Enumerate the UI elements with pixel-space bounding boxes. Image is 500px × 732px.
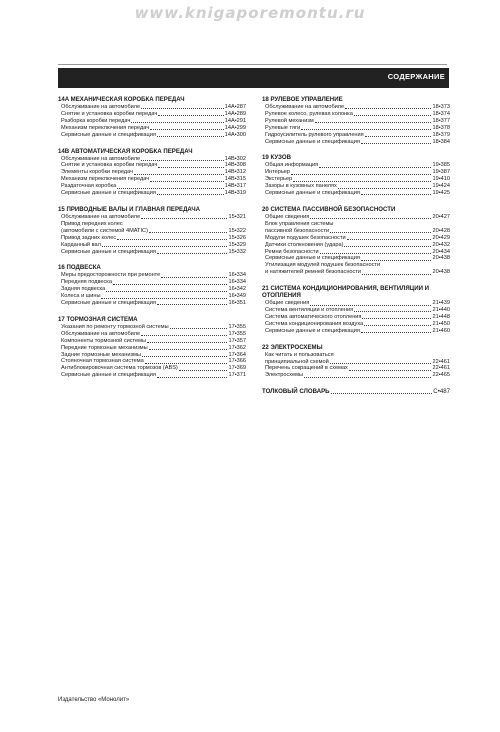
entry-text: Передние тормозные механизмы [61, 344, 148, 351]
page-number: 15•329 [228, 241, 246, 248]
toc-entry [262, 169, 450, 176]
toc-entry [58, 125, 246, 132]
entry-text: Электросхемы [265, 372, 304, 379]
entry-text: Разборка коробки передач [61, 117, 131, 124]
page-number: 22•461 [432, 365, 450, 372]
entry-text: Сервисные данные и спецификация [265, 138, 360, 145]
dot-leader [150, 181, 224, 182]
dot-leader [170, 328, 228, 329]
entry-text: Антиблокировочная система тормозов (ABS) [61, 365, 178, 372]
toc-entry [262, 162, 450, 169]
toc-entry [58, 286, 246, 293]
toc-entry [58, 176, 246, 183]
entry-text: Блок управления системы [265, 220, 334, 227]
page-number: 16•349 [228, 293, 246, 300]
toc-entry [58, 372, 246, 379]
section-title: 17 ТОРМОЗНАЯ СИСТЕМА [58, 315, 138, 323]
toc-entry [58, 365, 246, 372]
dot-leader [347, 239, 432, 240]
entry-text: Карданный вал [61, 241, 101, 248]
toc-entry [58, 345, 246, 352]
page-number: 14B•317 [224, 183, 246, 190]
section-title: 19 КУЗОВ [262, 154, 292, 162]
entry-text: (автомобили с системой 4MATIC) [61, 227, 148, 234]
dot-leader [157, 194, 224, 195]
toc-entry [58, 183, 246, 190]
dot-leader [117, 188, 224, 189]
dot-leader [301, 129, 431, 130]
entry-text: Сервисные данные и спецификация [265, 190, 360, 197]
toc-entry [58, 228, 246, 235]
dot-leader [106, 291, 227, 292]
entry-text: Система кондиционирования воздуха [265, 320, 364, 327]
dot-leader [338, 188, 432, 189]
toc-entry [58, 249, 246, 256]
page-number: 16•334 [228, 279, 246, 286]
dot-leader [291, 174, 432, 175]
toc-entry [58, 358, 246, 365]
publisher-footer: Издательство «Монолит» [58, 697, 130, 703]
page-number: 17•364 [228, 351, 246, 358]
dot-leader [362, 274, 431, 275]
entry-text: Снятие и установка коробки передач [61, 162, 158, 169]
dot-leader [319, 167, 431, 168]
dot-leader [354, 311, 431, 312]
toc-entry [58, 214, 246, 221]
dot-leader [157, 136, 224, 137]
page-number: 18•374 [432, 110, 450, 117]
page-number: C•487 [433, 388, 450, 396]
entry-text: Механизм переключения передач [61, 176, 150, 183]
toc-entry [262, 221, 450, 228]
entry-text: Передняя подвеска [61, 279, 112, 286]
entry-text: Сервисные данные и спецификация [61, 372, 156, 379]
toc-entry [58, 162, 246, 169]
entry-text: Привод задних колес [61, 234, 117, 241]
page-number: 16•342 [228, 286, 246, 293]
page-number: 17•357 [228, 337, 246, 344]
page-number: 18•377 [432, 117, 450, 124]
section-title [262, 388, 450, 395]
page-number: 22•465 [432, 372, 450, 379]
toc-entry [58, 300, 246, 307]
entry-text: Сервисные данные и спецификация [265, 255, 360, 262]
entry-text: Задние тормозные механизмы [61, 351, 141, 358]
page-number: 14A•300 [224, 131, 246, 138]
toc-entry [262, 190, 450, 197]
page-number: 15•321 [228, 213, 246, 220]
contents-header-bar [58, 68, 449, 88]
page-number: 20•429 [432, 234, 450, 241]
entry-text: Задняя подвеска [61, 286, 106, 293]
page-number: 14A•291 [224, 117, 246, 124]
entry-text: Интерьер [265, 169, 290, 176]
entry-text: Сервисные данные и спецификация [61, 131, 156, 138]
page-number: 18•378 [432, 124, 450, 131]
dot-leader [102, 246, 228, 247]
toc-entry [58, 324, 246, 331]
toc-entry [262, 125, 450, 132]
toc-section [262, 285, 450, 335]
entry-text: Раздаточная коробка [61, 183, 117, 190]
toc-entry [262, 300, 450, 307]
dot-leader [362, 318, 431, 319]
entry-text: Компоненты тормозной системы [61, 337, 147, 344]
page-number: 21•439 [432, 300, 450, 307]
dot-leader [150, 129, 224, 130]
page-number: 16•334 [228, 272, 246, 279]
page-number: 15•326 [228, 234, 246, 241]
entry-text: Колеса и шины [61, 293, 101, 300]
toc-section [58, 264, 246, 307]
dot-leader [310, 305, 431, 306]
toc-entry [262, 372, 450, 379]
page-number: 19•387 [432, 169, 450, 176]
entry-text: Элементы коробки передач [61, 169, 133, 176]
dot-leader [142, 356, 228, 357]
dot-leader [141, 108, 224, 109]
entry-text: Обслуживание на автомобиле [61, 330, 141, 337]
dot-leader [141, 335, 227, 336]
toc-entry [262, 104, 450, 111]
page-number: 18•379 [432, 131, 450, 138]
page-number: 17•371 [228, 372, 246, 379]
toc-entry [262, 269, 450, 276]
dot-leader [361, 260, 432, 261]
page-number: 20•438 [432, 255, 450, 262]
dot-leader [365, 136, 432, 137]
page-number: 14B•302 [224, 155, 246, 162]
toc-entry [262, 249, 450, 256]
entry-text: Общие сведения [265, 213, 310, 220]
dot-leader [310, 218, 431, 219]
page-number: 19•385 [432, 162, 450, 169]
page-number: 14A•289 [224, 110, 246, 117]
dot-leader [345, 108, 431, 109]
dot-leader [331, 393, 433, 394]
toc-entry [262, 139, 450, 146]
entry-text: Утилизация модулей подушек безопасности [265, 262, 381, 269]
toc-entry [262, 176, 450, 183]
page-number: 15•322 [228, 227, 246, 234]
page-number: 20•428 [432, 227, 450, 234]
toc-entry [262, 321, 450, 328]
dot-leader [349, 370, 432, 371]
page-number: 19•425 [432, 190, 450, 197]
page-number: 21•440 [432, 307, 450, 314]
toc-entry [262, 235, 450, 242]
watermark-text: www.knigaporemontu.ru [134, 4, 366, 22]
page-number: 17•355 [228, 323, 246, 330]
dot-leader [354, 115, 432, 116]
dot-leader [101, 298, 227, 299]
entry-text: Сервисные данные и спецификация [61, 248, 156, 255]
toc-entry [262, 214, 450, 221]
entry-text: Меры предосторожности при ремонте [61, 272, 161, 279]
dot-leader [149, 232, 228, 233]
page-number: 22•461 [432, 358, 450, 365]
page-number: 14A•299 [224, 124, 246, 131]
entry-text: Датчики столкновения (удара) [265, 241, 344, 248]
entry-text: принципиальной схемой [265, 358, 329, 365]
toc-entry [262, 352, 450, 359]
toc-entry [262, 365, 450, 372]
toc-entry [262, 228, 450, 235]
entry-text: Снятие и установка коробки передач [61, 110, 158, 117]
dot-leader [161, 277, 227, 278]
section-title-text: ТОЛКОВЫЙ СЛОВАРЬ [262, 388, 330, 396]
dot-leader [344, 246, 431, 247]
entry-text: Сервисные данные и спецификация [61, 300, 156, 307]
right-column [262, 96, 450, 404]
dot-leader [113, 284, 228, 285]
dot-leader [134, 174, 224, 175]
dot-leader [304, 377, 431, 378]
toc-section [262, 344, 450, 380]
entry-text: Обслуживание на автомобиле [61, 213, 141, 220]
dot-leader [157, 253, 228, 254]
entry-text: Стояночная тормозная система [61, 358, 144, 365]
entry-text: Система вентиляции и отопления [265, 307, 354, 314]
toc-entry [58, 279, 246, 286]
page-number: 19•424 [432, 183, 450, 190]
toc-section [58, 206, 246, 255]
entry-text: Модули подушек безопасности [265, 234, 346, 241]
toc-section [262, 388, 450, 395]
page-number: 18•373 [432, 104, 450, 110]
toc-entry [58, 104, 246, 111]
toc-entry [262, 242, 450, 249]
toc-entry [58, 221, 246, 228]
page-number: 14B•315 [224, 176, 246, 183]
section-title: 22 ЭЛЕКТРОСХЕМЫ [262, 343, 323, 351]
dot-leader [131, 122, 223, 123]
toc-entry [58, 190, 246, 197]
toc-entry [58, 169, 246, 176]
page-number: 20•427 [432, 213, 450, 220]
toc-entry [58, 293, 246, 300]
toc-section [262, 206, 450, 276]
page-number: 17•355 [228, 330, 246, 337]
dot-leader [315, 122, 432, 123]
page-number: 17•366 [228, 358, 246, 365]
toc-entry [262, 132, 450, 139]
entry-text: Обслуживание на автомобиле [265, 104, 345, 110]
entry-text: Обслуживание на автомобиле [61, 155, 141, 162]
dot-leader [117, 239, 227, 240]
toc-entry [58, 338, 246, 345]
toc-entry [262, 183, 450, 190]
left-column [58, 96, 246, 388]
page-number: 18•384 [432, 138, 450, 145]
page-number: 17•362 [228, 344, 246, 351]
dot-leader [158, 167, 223, 168]
page-number: 14B•308 [224, 162, 246, 169]
page-number: 19•410 [432, 176, 450, 183]
toc-entry [262, 314, 450, 321]
entry-text: Ремни безопасности [265, 248, 319, 255]
entry-text: Перечень сокращений в схемах [265, 365, 348, 372]
page-number: 21•450 [432, 320, 450, 327]
toc-section [58, 316, 246, 379]
toc-entry [262, 111, 450, 118]
entry-text: Система автоматического отопления [265, 313, 362, 320]
entry-text: Гидроусилитель рулевого управления [265, 131, 364, 138]
dot-leader [179, 370, 228, 371]
entry-text: Рулевое колесо, рулевая колонка [265, 110, 353, 117]
dot-leader [157, 304, 228, 305]
entry-text: Сервисные данные и спецификация [61, 190, 156, 197]
toc-entry [262, 118, 450, 125]
entry-text: Указания по ремонту тормозной системы [61, 323, 169, 330]
section-title: 16 ПОДВЕСКА [58, 264, 101, 272]
section-title: 21 СИСТЕМА КОНДИЦИОНИРОВАНИЯ, ВЕНТИЛЯЦИИ И ОТОПЛЕНИЯ [262, 285, 430, 300]
section-title: 14B АВТОМАТИЧЕСКАЯ КОРОБКА ПЕРЕДАЧ [58, 147, 193, 155]
toc-entry [58, 156, 246, 163]
page-number: 17•369 [228, 365, 246, 372]
dot-leader [361, 143, 432, 144]
dot-leader [149, 349, 228, 350]
entry-text: и натяжителей ремней безопасности [265, 269, 361, 276]
page-number: 21•460 [432, 327, 450, 334]
page-number: 21•448 [432, 313, 450, 320]
toc-entry [58, 132, 246, 139]
page-number: 20•438 [432, 269, 450, 276]
dot-leader [320, 253, 432, 254]
toc-section [58, 96, 246, 139]
section-title: 20 СИСТЕМА ПАССИВНОЙ БЕЗОПАСНОСТИ [262, 205, 396, 213]
top-rule [58, 64, 447, 65]
entry-text: Сервисные данные и спецификация [265, 327, 360, 334]
page-number: 15•332 [228, 248, 246, 255]
dot-leader [364, 325, 431, 326]
entry-text: Экстерьер [265, 176, 293, 183]
section-title: 18 РУЛЕВОЕ УПРАВЛЕНИЕ [262, 96, 343, 103]
toc-entry [262, 328, 450, 335]
contents-title: СОДЕРЖАНИЕ [387, 72, 445, 81]
toc-entry [58, 272, 246, 279]
dot-leader [158, 115, 223, 116]
entry-text: Привод передних колес [61, 220, 123, 227]
dot-leader [141, 160, 224, 161]
page-number: 14A•287 [224, 104, 246, 110]
toc-entry [58, 111, 246, 118]
entry-text: Рулевой механизм [265, 117, 314, 124]
toc-entry [58, 352, 246, 359]
dot-leader [293, 181, 431, 182]
toc-entry [58, 235, 246, 242]
toc-section [58, 148, 246, 197]
toc-entry [262, 307, 450, 314]
dot-leader [147, 342, 227, 343]
entry-text: Рулевые тяги [265, 124, 301, 131]
page-number: 20•432 [432, 241, 450, 248]
entry-text: Обслуживание на автомобиле [61, 104, 141, 110]
section-title: 14A МЕХАНИЧЕСКАЯ КОРОБКА ПЕРЕДАЧ [58, 96, 185, 103]
page-number: 20•434 [432, 248, 450, 255]
page-number: 14B•319 [224, 190, 246, 197]
page-number: 14B•312 [224, 169, 246, 176]
toc-entry [58, 331, 246, 338]
toc-section [262, 154, 450, 197]
entry-text: Механизм переключения передач [61, 124, 150, 131]
entry-text: Общая информация [265, 162, 319, 169]
dot-leader [361, 194, 432, 195]
entry-text: Зазоры в кузовных панелях [265, 183, 337, 190]
entry-text: Как читать и пользоваться [265, 351, 334, 358]
toc-entry [58, 118, 246, 125]
page-number: 16•351 [228, 300, 246, 307]
dot-leader [330, 363, 432, 364]
entry-text: Общие сведения [265, 300, 310, 307]
dot-leader [157, 377, 228, 378]
dot-leader [145, 363, 228, 364]
toc-entry [58, 242, 246, 249]
dot-leader [330, 232, 431, 233]
dot-leader [141, 218, 227, 219]
toc-section [262, 96, 450, 145]
entry-text: пассивной безопасности [265, 227, 330, 234]
section-title: 15 ПРИВОДНЫЕ ВАЛЫ И ГЛАВНАЯ ПЕРЕДАЧА [58, 205, 201, 213]
dot-leader [361, 332, 432, 333]
